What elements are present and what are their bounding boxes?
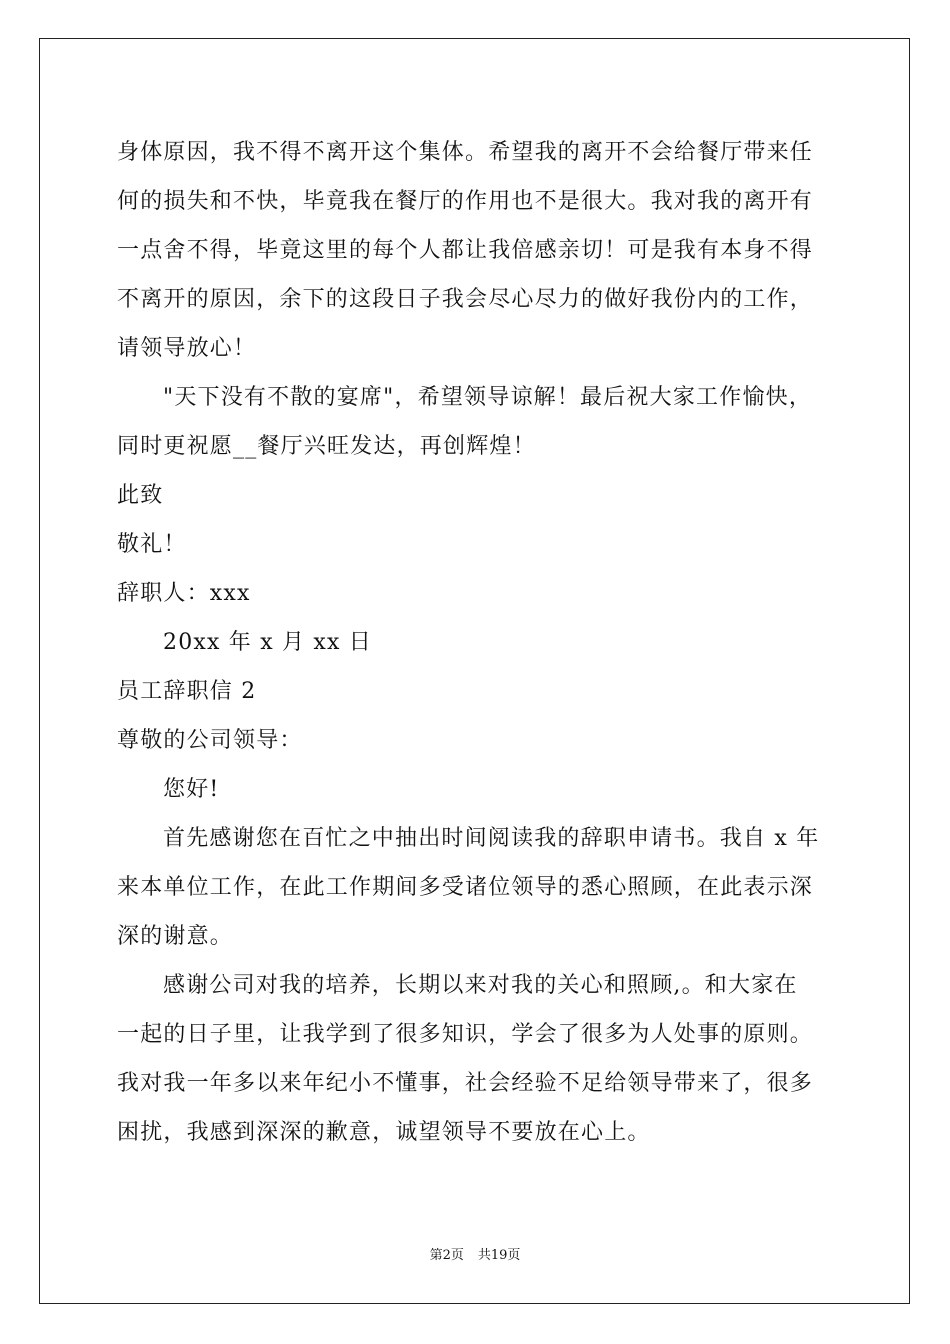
greeting-addressee: 尊敬的公司领导： — [117, 728, 303, 753]
text-line: 请领导放心！ — [117, 336, 257, 361]
text-line: 不离开的原因，余下的这段日子我会尽心尽力的做好我份内的工作， — [117, 287, 814, 312]
section-title: 员工辞职信 2 — [117, 679, 257, 704]
text-line: 何的损失和不快，毕竟我在餐厅的作用也不是很大。我对我的离开有 — [117, 189, 814, 214]
page-footer — [0, 1246, 950, 1266]
text-line: 我对我一年多以来年纪小不懂事，社会经验不足给领导带来了，很多 — [117, 1071, 814, 1096]
greeting: 您好! — [163, 777, 220, 802]
text-line: 身体原因，我不得不离开这个集体。希望我的离开不会给餐厅带来任 — [117, 140, 814, 165]
text-line: 困扰，我感到深深的歉意，诚望领导不要放在心上。 — [117, 1120, 651, 1145]
signature-line: 辞职人：xxx — [117, 581, 251, 606]
text-line: 一点舍不得，毕竟这里的每个人都让我倍感亲切！可是我有本身不得 — [117, 238, 814, 263]
text-line: 来本单位工作，在此工作期间多受诸位领导的悉心照顾，在此表示深 — [117, 875, 814, 900]
page-number: 第2页 — [429, 1248, 464, 1263]
document-body — [117, 128, 837, 1157]
page-total: 共19页 — [477, 1248, 521, 1263]
text-line: 一起的日子里，让我学到了很多知识，学会了很多为人处事的原则。 — [117, 1022, 814, 1047]
text-line: "天下没有不散的宴席"，希望领导谅解！最后祝大家工作愉快， — [163, 385, 813, 410]
closing-regards: 敬礼！ — [117, 532, 187, 557]
text-line: 同时更祝愿__餐厅兴旺发达，再创辉煌！ — [117, 434, 536, 459]
text-line: 深的谢意。 — [117, 924, 234, 949]
closing-salutation: 此致 — [117, 483, 164, 508]
text-line: 感谢公司对我的培养，长期以来对我的关心和照顾,。和大家在 — [163, 973, 798, 998]
date-line: 20xx 年 x 月 xx 日 — [163, 630, 372, 655]
text-line: 首先感谢您在百忙之中抽出时间阅读我的辞职申请书。我自 x 年 — [163, 826, 820, 851]
